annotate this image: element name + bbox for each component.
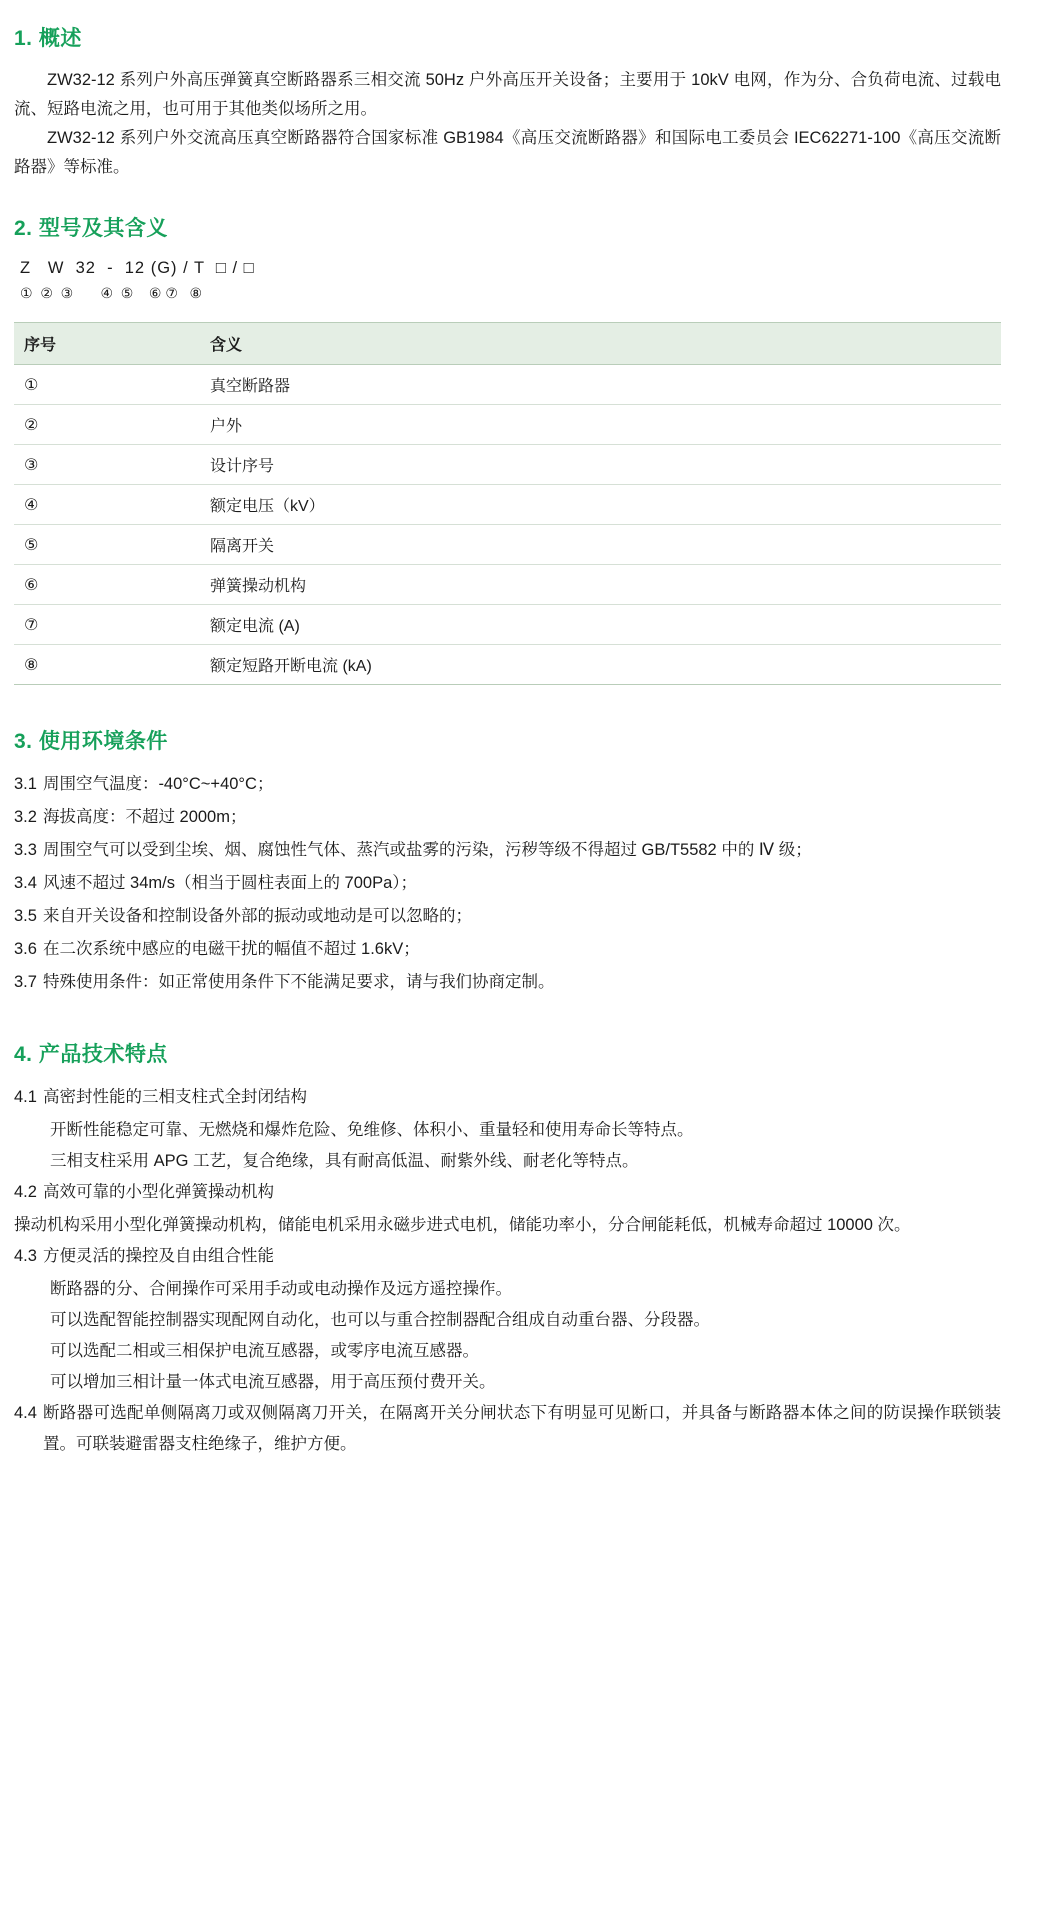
item-number: 3.5 bbox=[14, 907, 37, 925]
table-cell-meaning: 额定电压（kV） bbox=[116, 485, 1001, 525]
item-number: 3.7 bbox=[14, 973, 37, 991]
table-cell-no: ⑧ bbox=[14, 645, 116, 685]
table-row bbox=[14, 405, 1001, 445]
table-header-no: 序号 bbox=[14, 323, 116, 365]
item-subline: 开断性能稳定可靠、无燃烧和爆炸危险、免维修、体积小、重量轻和使用寿命长等特点。 bbox=[50, 1121, 694, 1139]
item-number: 3.1 bbox=[14, 775, 37, 793]
item-subline: 可以选配智能控制器实现配网自动化，也可以与重合控制器配合组成自动重台器、分段器。 bbox=[50, 1311, 710, 1329]
section-features bbox=[14, 1038, 1001, 1460]
section-overview bbox=[14, 22, 1001, 182]
table-row bbox=[14, 525, 1001, 565]
table-cell-meaning: 弹簧操动机构 bbox=[116, 565, 1001, 605]
model-code-number-line: ① ② ③ ④ ⑤ ⑥ ⑦ ⑧ bbox=[20, 285, 203, 301]
item-number: 4.4 bbox=[14, 1404, 37, 1422]
overview-paragraph-2: ZW32-12 系列户外交流高压真空断路器符合国家标准 GB1984《高压交流断路器》和国际电工委员会 IEC62271-100《高压交流断路器》等标准。 bbox=[14, 129, 1001, 176]
model-code-diagram bbox=[20, 256, 1001, 304]
table-cell-meaning: 设计序号 bbox=[116, 445, 1001, 485]
item-text: 高效可靠的小型化弹簧操动机构 bbox=[42, 1183, 274, 1201]
table-cell-meaning: 隔离开关 bbox=[116, 525, 1001, 565]
section-environment bbox=[14, 725, 1001, 998]
item-text: 在二次系统中感应的电磁干扰的幅值不超过 1.6kV； bbox=[42, 940, 420, 958]
table-row bbox=[14, 565, 1001, 605]
table-cell-meaning: 真空断路器 bbox=[116, 365, 1001, 405]
item-number: 3.2 bbox=[14, 808, 37, 826]
item-text: 风速不超过 34m/s（相当于圆柱表面上的 700Pa）； bbox=[42, 874, 417, 892]
table-row bbox=[14, 365, 1001, 405]
table-cell-no: ① bbox=[14, 365, 116, 405]
table-cell-meaning: 额定短路开断电流 (kA) bbox=[116, 645, 1001, 685]
section-title-overview: 1. 概述 bbox=[14, 27, 82, 50]
table-row bbox=[14, 485, 1001, 525]
table-cell-no: ④ bbox=[14, 485, 116, 525]
item-text: 断路器可选配单侧隔离刀或双侧隔离刀开关，在隔离开关分闸状态下有明显可见断口，并具备与断路器本体之间的防误操作联锁装置。可联装避雷器支柱绝缘子，维护方便。 bbox=[42, 1404, 1001, 1453]
item-number: 3.6 bbox=[14, 940, 37, 958]
list-item bbox=[14, 802, 1001, 833]
item-number: 4.2 bbox=[14, 1183, 37, 1201]
table-header-meaning: 含义 bbox=[116, 323, 1001, 365]
table-row bbox=[14, 645, 1001, 685]
table-cell-no: ⑥ bbox=[14, 565, 116, 605]
list-item bbox=[14, 868, 1001, 899]
table-row bbox=[14, 445, 1001, 485]
overview-paragraph-1: ZW32-12 系列户外高压弹簧真空断路器系三相交流 50Hz 户外高压开关设备；主要用于 10kV 电网，作为分、合负荷电流、过载电流、短路电流之用，也可用于其他类似场所之用。 bbox=[14, 71, 1001, 118]
meaning-table-body bbox=[14, 365, 1001, 685]
list-item bbox=[14, 835, 1001, 866]
section-model-designation bbox=[14, 212, 1001, 685]
item-subline: 断路器的分、合闸操作可采用手动或电动操作及远方遥控操作。 bbox=[50, 1280, 512, 1298]
item-number: 3.4 bbox=[14, 874, 37, 892]
item-number: 4.3 bbox=[14, 1247, 37, 1265]
list-item bbox=[14, 769, 1001, 800]
section-title-model: 2. 型号及其含义 bbox=[14, 217, 168, 240]
item-text: 来自开关设备和控制设备外部的振动或地动是可以忽略的； bbox=[42, 907, 472, 925]
list-item bbox=[14, 1177, 1001, 1208]
item-text: 高密封性能的三相支柱式全封闭结构 bbox=[42, 1088, 307, 1106]
meaning-table bbox=[14, 322, 1001, 685]
table-cell-no: ③ bbox=[14, 445, 116, 485]
item-subline: 可以选配二相或三相保护电流互感器，或零序电流互感器。 bbox=[50, 1342, 479, 1360]
section-title-features: 4. 产品技术特点 bbox=[14, 1043, 168, 1066]
table-row bbox=[14, 605, 1001, 645]
item-number: 4.1 bbox=[14, 1088, 37, 1106]
item-text: 海拔高度：不超过 2000m； bbox=[42, 808, 247, 826]
item-text: 特殊使用条件：如正常使用条件下不能满足要求，请与我们协商定制。 bbox=[42, 973, 555, 991]
item-text: 周围空气温度：-40°C~+40°C； bbox=[42, 775, 274, 793]
meaning-table-head bbox=[14, 323, 1001, 365]
list-item bbox=[14, 1241, 1001, 1272]
table-cell-meaning: 户外 bbox=[116, 405, 1001, 445]
list-item bbox=[14, 1398, 1001, 1460]
section-title-environment: 3. 使用环境条件 bbox=[14, 730, 168, 753]
table-header-row bbox=[14, 323, 1001, 365]
list-item bbox=[14, 967, 1001, 998]
list-item bbox=[14, 1082, 1001, 1113]
item-text: 方便灵活的操控及自由组合性能 bbox=[42, 1247, 274, 1265]
table-cell-meaning: 额定电流 (A) bbox=[116, 605, 1001, 645]
table-cell-no: ⑤ bbox=[14, 525, 116, 565]
table-cell-no: ⑦ bbox=[14, 605, 116, 645]
item-subline: 可以增加三相计量一体式电流互感器，用于高压预付费开关。 bbox=[50, 1373, 496, 1391]
list-item bbox=[14, 934, 1001, 965]
item-number: 3.3 bbox=[14, 841, 37, 859]
item-subline: 三相支柱采用 APG 工艺，复合绝缘，具有耐高低温、耐紫外线、耐老化等特点。 bbox=[50, 1152, 639, 1170]
model-code-line: Z W 32 - 12 (G) / T □ / □ bbox=[20, 259, 255, 277]
item-text: 周围空气可以受到尘埃、烟、腐蚀性气体、蒸汽或盐雾的污染，污秽等级不得超过 GB/T5582 中的 Ⅳ 级； bbox=[42, 841, 812, 859]
item-subline: 操动机构采用小型化弹簧操动机构，储能电机采用永磁步进式电机，储能功率小，分合闸能耗低，机械寿命超过 10000 次。 bbox=[14, 1216, 911, 1234]
list-item bbox=[14, 901, 1001, 932]
table-cell-no: ② bbox=[14, 405, 116, 445]
